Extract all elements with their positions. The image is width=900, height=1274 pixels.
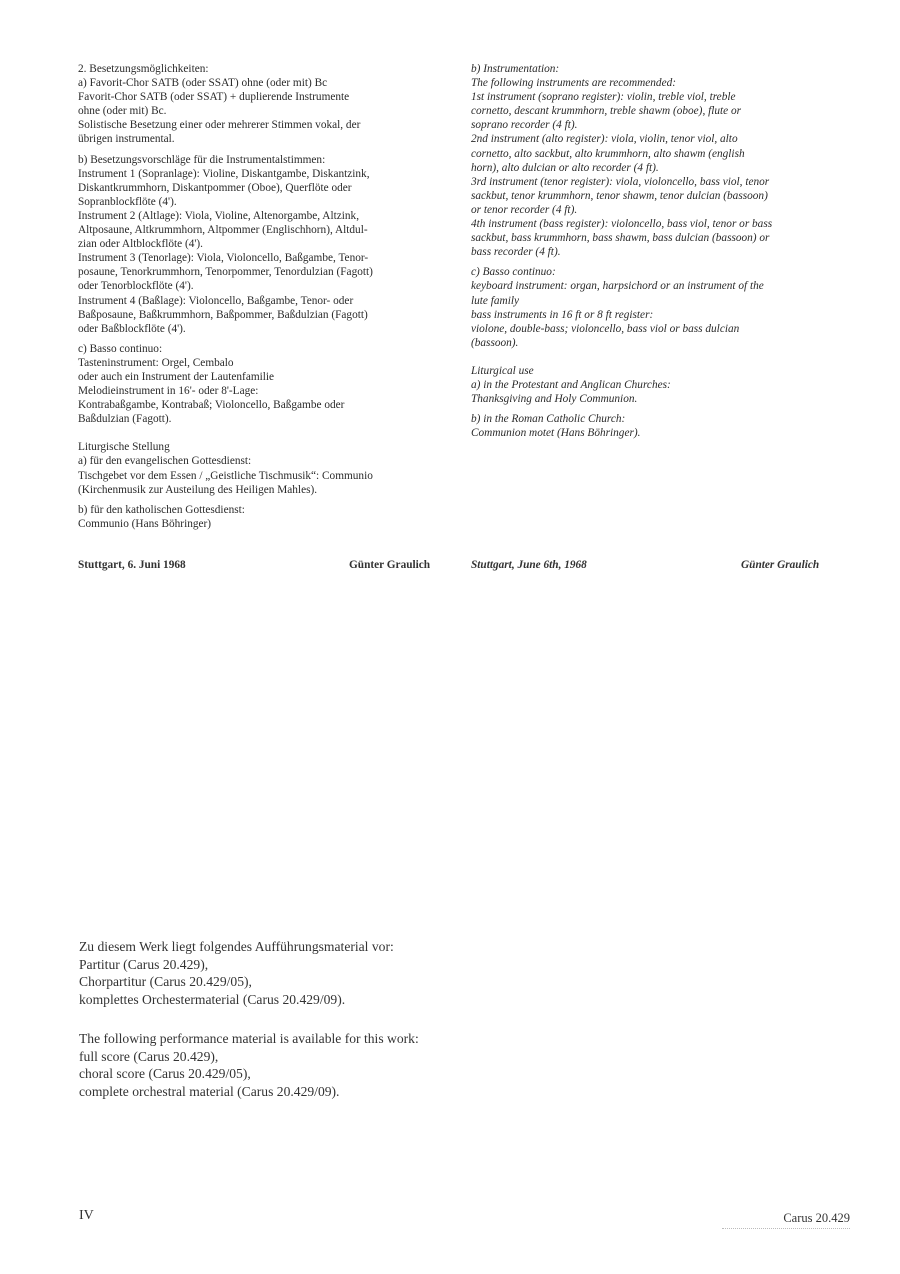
performance-material-german (79, 938, 394, 1008)
english-text-line: cornetto, alto sackbut, alto krummhorn, alto shawm (english (471, 147, 745, 160)
english-text-line: keyboard instrument: organ, harpsichord or an instrument of the (471, 280, 764, 293)
english-text-line: soprano recorder (4 ft). (471, 119, 578, 132)
performance-line: choral score (Carus 20.429/05), (79, 1066, 251, 1081)
german-text-line: Instrument 4 (Baßlage): Violoncello, Baßgambe, Tenor- oder (78, 294, 354, 307)
english-text-line: 2nd instrument (alto register): viola, violin, tenor viol, alto (471, 133, 738, 146)
german-text-line: Solistische Besetzung einer oder mehrerer Stimmen vokal, der (78, 119, 361, 132)
german-text-line: Kontrabaßgambe, Kontrabaß; Violoncello, Baßgambe oder (78, 399, 345, 412)
performance-line: full score (Carus 20.429), (79, 1048, 219, 1064)
german-text-line: Instrument 1 (Sopranlage): Violine, Diskantgambe, Diskantzink, (78, 167, 370, 180)
german-text-line: Instrument 2 (Altlage): Viola, Violine, Altenorgambe, Altzink, (78, 209, 360, 222)
performance-line: complete orchestral material (Carus 20.429/09). (79, 1083, 340, 1099)
german-place-date: Stuttgart, 6. Juni 1968 (78, 559, 186, 571)
german-section (78, 503, 446, 531)
english-text-line: The following instruments are recommended: (471, 77, 676, 90)
german-text-line: Communio (Hans Böhringer) (78, 517, 212, 530)
german-text-line: zian oder Altblockflöte (4'). (78, 238, 204, 251)
english-text-line: c) Basso continuo: (471, 266, 556, 279)
catalog-number: Carus 20.429 (722, 1211, 850, 1229)
german-section (78, 62, 446, 147)
german-section (78, 153, 446, 336)
german-text-line: Favorit-Chor SATB (oder SSAT) + duplierende Instrumente (78, 91, 350, 104)
german-text-line: b) für den katholischen Gottesdienst: (78, 503, 245, 516)
german-text-line: a) für den evangelischen Gottesdienst: (78, 455, 252, 468)
english-text-line: b) in the Roman Catholic Church: (471, 413, 626, 426)
performance-line: Zu diesem Werk liegt folgendes Aufführungsmaterial vor: (79, 939, 394, 954)
english-author: Günter Graulich (741, 559, 820, 571)
german-text-line: Melodieinstrument in 16'- oder 8'-Lage: (78, 385, 259, 398)
english-text-line: (bassoon). (471, 336, 519, 349)
english-text-line: lute family (471, 294, 520, 307)
english-text-line: Liturgical use (471, 364, 534, 377)
english-text-line: bass instruments in 16 ft or 8 ft register: (471, 308, 654, 321)
english-text-line: sackbut, tenor krummhorn, tenor shawm, tenor dulcian (bassoon) (471, 189, 768, 202)
german-text-line: oder Baßblockflöte (4'). (78, 322, 186, 335)
english-text-line: bass recorder (4 ft). (471, 246, 561, 259)
german-text-line: Liturgische Stellung (78, 441, 170, 454)
performance-line: Chorpartitur (Carus 20.429/05), (79, 974, 252, 989)
english-text-line: sackbut, bass krummhorn, bass shawm, bass dulcian (bassoon) or (471, 232, 770, 245)
german-text-line: oder auch ein Instrument der Lautenfamilie (78, 370, 275, 383)
german-text-line: a) Favorit-Chor SATB (oder SSAT) ohne (oder mit) Bc (78, 77, 328, 90)
german-text-line: c) Basso continuo: (78, 342, 163, 355)
german-text-line: posaune, Tenorkrummhorn, Tenorpommer, Tenordulzian (Fagott) (78, 266, 373, 279)
english-section (471, 265, 833, 350)
performance-line: The following performance material is available for this work: (79, 1031, 419, 1046)
german-text-line: Tischgebet vor dem Essen / „Geistliche Tischmusik“: Communio (78, 469, 373, 482)
german-text-line: übrigen instrumental. (78, 133, 175, 146)
german-text-line: Tasteninstrument: Orgel, Cembalo (78, 356, 234, 369)
english-place-date: Stuttgart, June 6th, 1968 (471, 559, 587, 571)
german-text-line: ohne (oder mit) Bc. (78, 105, 167, 118)
english-section (471, 62, 833, 259)
english-text-line: b) Instrumentation: (471, 63, 560, 75)
english-text-line: horn), alto dulcian or alto recorder (4 ft). (471, 161, 659, 174)
english-text-line: 4th instrument (bass register): violoncello, bass viol, tenor or bass (471, 218, 773, 231)
german-text-line: (Kirchenmusik zur Austeilung des Heiligen Mahles). (78, 483, 318, 496)
english-text-line: a) in the Protestant and Anglican Churches: (471, 378, 671, 391)
german-section (78, 342, 446, 427)
performance-line: komplettes Orchestermaterial (Carus 20.429/09). (79, 991, 346, 1007)
performance-material-english (79, 1030, 419, 1100)
german-section (78, 440, 446, 496)
german-text-line: oder Tenorblockflöte (4'). (78, 280, 194, 293)
german-text-line: Instrument 3 (Tenorlage): Viola, Violoncello, Baßgambe, Tenor- (78, 252, 369, 265)
german-text-line: b) Besetzungsvorschläge für die Instrumentalstimmen: (78, 153, 326, 166)
performance-line: Partitur (Carus 20.429), (79, 956, 209, 972)
english-text-line: 3rd instrument (tenor register): viola, violoncello, bass viol, tenor (471, 175, 770, 188)
english-text-line: Communion motet (Hans Böhringer). (471, 427, 641, 440)
english-text-line: cornetto, descant krummhorn, treble shawm (oboe), flute or (471, 105, 742, 118)
english-column (471, 62, 833, 446)
english-text-line: violone, double-bass; violoncello, bass viol or bass dulcian (471, 322, 740, 335)
german-text-line: Altposaune, Altkrummhorn, Altpommer (Englischhorn), Altdul- (78, 224, 368, 237)
german-text-line: Diskantkrummhorn, Diskantpommer (Oboe), Querflöte oder (78, 181, 352, 194)
german-text-line: Baßposaune, Baßkrummhorn, Baßpommer, Baßdulzian (Fagott) (78, 308, 368, 321)
page-number: IV (79, 1208, 94, 1223)
english-text-line: or tenor recorder (4 ft). (471, 203, 578, 216)
german-text-line: Baßdulzian (Fagott). (78, 413, 172, 426)
english-section (471, 364, 833, 406)
german-author: Günter Graulich (349, 559, 431, 571)
german-text-line: 2. Besetzungsmöglichkeiten: (78, 63, 209, 75)
german-column (78, 62, 446, 537)
german-text-line: Sopranblockflöte (4'). (78, 195, 177, 208)
english-text-line: Thanksgiving and Holy Communion. (471, 393, 638, 406)
english-text-line: 1st instrument (soprano register): violin, treble viol, treble (471, 91, 736, 104)
english-section (471, 412, 833, 440)
